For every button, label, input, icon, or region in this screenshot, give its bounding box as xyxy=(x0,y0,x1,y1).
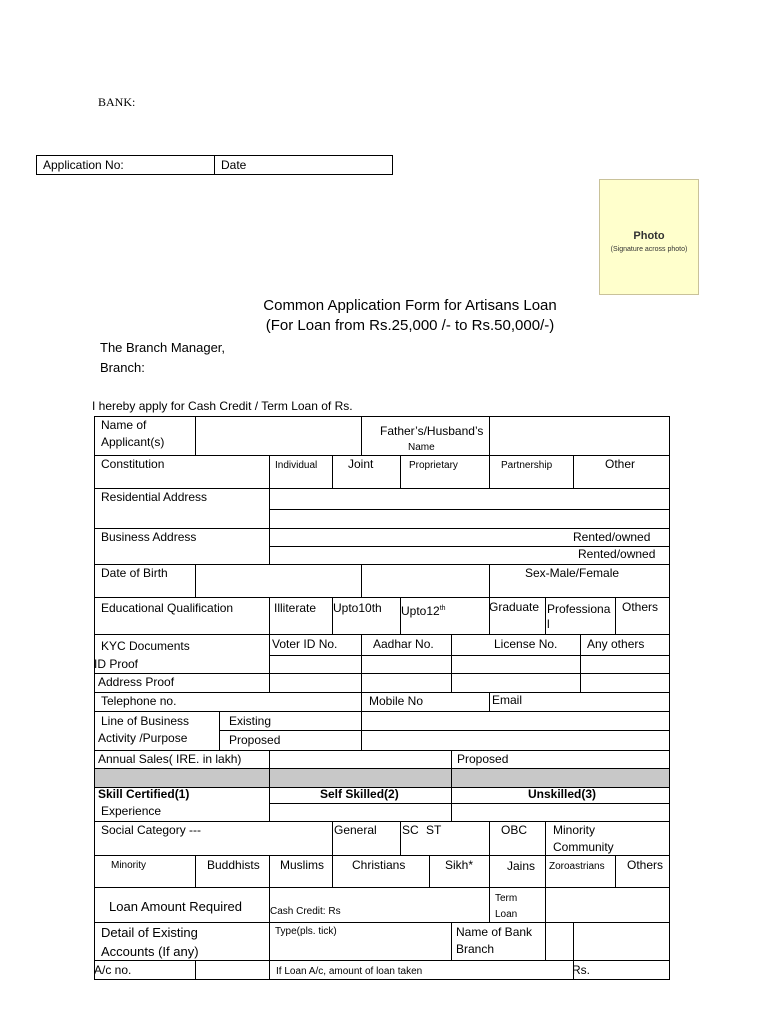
rented-owned-1[interactable]: Rented/owned xyxy=(573,530,651,544)
dob-label: Date of Birth xyxy=(101,566,168,580)
social-category-label: Social Category --- xyxy=(101,823,202,837)
father-label: Father’s/Husband’s xyxy=(380,424,484,438)
minority-jains[interactable]: Jains xyxy=(507,859,536,873)
skill-certified[interactable]: Skill Certified(1) xyxy=(98,787,190,801)
photo-caption: (Signature across photo) xyxy=(610,246,688,253)
name-label-1: Name of xyxy=(101,418,147,432)
social-obc[interactable]: OBC xyxy=(501,823,528,837)
rs-label: Rs. xyxy=(572,963,590,977)
bank-branch-label: Branch xyxy=(456,942,495,956)
bank-name-label: Name of Bank xyxy=(456,925,533,939)
line-business-label-2: Activity /Purpose xyxy=(98,731,188,745)
existing-label: Existing xyxy=(229,714,272,728)
address-line2: Branch: xyxy=(100,360,145,375)
email-label: Email xyxy=(492,693,523,707)
edu-upto12-sup: th xyxy=(439,605,446,612)
social-sc[interactable]: SC xyxy=(402,823,419,837)
photo-title: Photo xyxy=(633,230,665,242)
id-proof-label: ID Proof xyxy=(94,657,139,671)
address-proof-label: Address Proof xyxy=(98,675,175,689)
type-tick-field[interactable]: Type(pls. tick) xyxy=(275,926,337,937)
proposed-label: Proposed xyxy=(229,733,281,747)
edu-upto10[interactable]: Upto10th xyxy=(333,601,382,615)
annual-sales-label: Annual Sales( IRE. in lakh) xyxy=(98,752,242,766)
loan-amount-label: Loan Amount Required xyxy=(109,899,242,914)
any-others-header: Any others xyxy=(587,637,645,651)
experience-label: Experience xyxy=(101,804,162,818)
edu-graduate[interactable]: Graduate xyxy=(489,600,540,614)
telephone-label: Telephone no. xyxy=(101,694,177,708)
term-loan-label-2: Loan xyxy=(495,909,518,920)
edu-upto12-text: Upto12 xyxy=(401,604,440,618)
address-line1: The Branch Manager, xyxy=(100,340,226,355)
title-line1: Common Application Form for Artisans Loan xyxy=(263,297,557,314)
apply-text: I hereby apply for Cash Credit / Term Loan of Rs. xyxy=(92,399,353,413)
edu-professional-2: l xyxy=(547,617,550,631)
minority-others[interactable]: Others xyxy=(627,858,664,872)
opt-partnership[interactable]: Partnership xyxy=(501,460,553,471)
social-minority[interactable]: Minority xyxy=(553,823,596,837)
name-label-2: Applicant(s) xyxy=(101,435,165,449)
residential-label: Residential Address xyxy=(101,490,208,504)
minority-sikh[interactable]: Sikh* xyxy=(445,858,474,872)
bank-label: BANK: xyxy=(98,95,136,109)
existing-accounts-label-2: Accounts (If any) xyxy=(101,944,199,959)
term-loan-label: Term xyxy=(495,893,518,904)
business-label: Business Address xyxy=(101,530,197,544)
opt-other[interactable]: Other xyxy=(605,457,636,471)
edu-professional[interactable]: Professiona xyxy=(547,602,611,616)
annual-proposed-label: Proposed xyxy=(457,752,509,766)
minority-zoroastrians[interactable]: Zoroastrians xyxy=(549,861,605,872)
mobile-label: Mobile No xyxy=(369,694,424,708)
opt-proprietary[interactable]: Proprietary xyxy=(409,460,458,471)
title-line2: (For Loan from Rs.25,000 /- to Rs.50,000/-) xyxy=(265,317,555,334)
kyc-label: KYC Documents xyxy=(101,639,190,653)
unskilled[interactable]: Unskilled(3) xyxy=(528,787,597,801)
opt-joint[interactable]: Joint xyxy=(348,457,374,471)
social-general[interactable]: General xyxy=(334,823,377,837)
line-business-label-1: Line of Business xyxy=(101,714,190,728)
loan-taken-label: If Loan A/c, amount of loan taken xyxy=(276,966,423,977)
license-header: License No. xyxy=(494,637,558,651)
edu-others[interactable]: Others xyxy=(622,600,659,614)
minority-buddhists[interactable]: Buddhists xyxy=(207,858,260,872)
rented-owned-2[interactable]: Rented/owned xyxy=(578,547,656,561)
voter-id-header: Voter ID No. xyxy=(272,637,338,651)
date-field[interactable]: Date xyxy=(221,158,247,172)
acno-label: A/c no. xyxy=(94,963,132,977)
existing-accounts-label-1: Detail of Existing xyxy=(101,925,198,940)
edu-label: Educational Qualification xyxy=(101,601,234,615)
application-no-field[interactable]: Application No: xyxy=(43,158,124,172)
edu-illiterate[interactable]: Illiterate xyxy=(274,601,317,615)
opt-individual[interactable]: Individual xyxy=(275,460,318,471)
self-skilled[interactable]: Self Skilled(2) xyxy=(320,787,399,801)
edu-upto12[interactable] xyxy=(401,601,446,619)
social-community: Community xyxy=(553,840,614,854)
cash-credit-field[interactable]: Cash Credit: Rs xyxy=(270,906,341,917)
minority-christians[interactable]: Christians xyxy=(352,858,406,872)
aadhar-header: Aadhar No. xyxy=(373,637,434,651)
constitution-label: Constitution xyxy=(101,457,165,471)
father-label-2: Name xyxy=(408,442,435,453)
separator-row xyxy=(94,768,670,787)
minority-label: Minority xyxy=(111,860,147,871)
minority-muslims[interactable]: Muslims xyxy=(280,858,324,872)
social-st[interactable]: ST xyxy=(426,823,442,837)
sex-field[interactable]: Sex-Male/Female xyxy=(525,566,620,580)
